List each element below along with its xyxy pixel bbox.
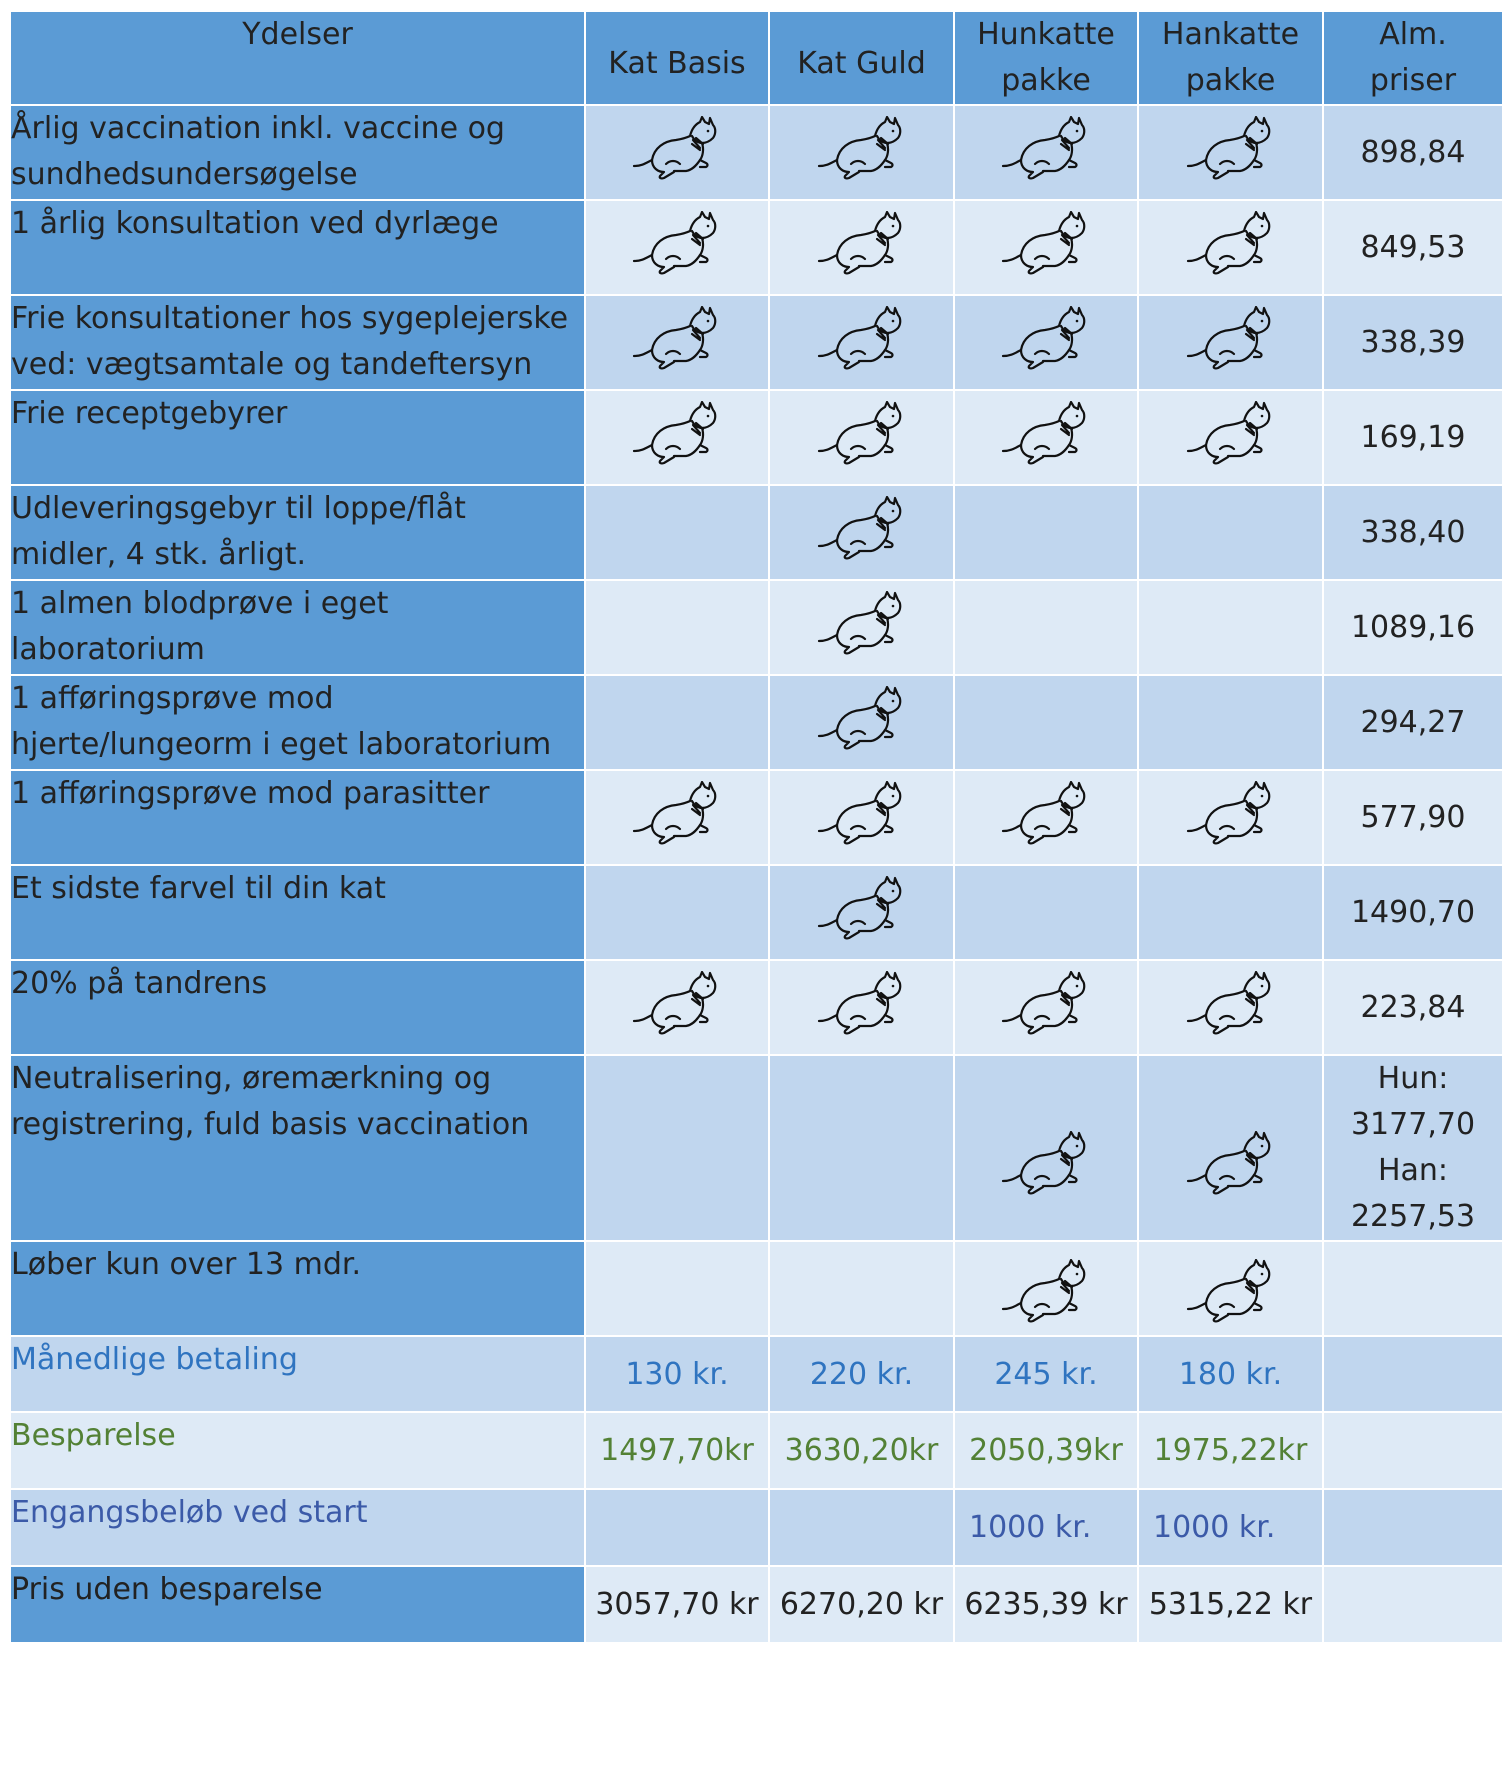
full-price-value: 6270,20 kr — [769, 1566, 954, 1643]
monthly-empty — [1323, 1336, 1503, 1412]
header-service: Ydelser — [10, 11, 585, 105]
cat-icon — [1139, 1259, 1322, 1333]
empty-cell — [585, 580, 769, 675]
oneoff-label: Engangsbeløb ved start — [10, 1489, 585, 1566]
regular-price-line: 2257,53 — [1350, 1199, 1476, 1234]
included-cell — [954, 105, 1138, 200]
included-cell — [769, 200, 954, 295]
service-label-line1: Løber kun over 13 mdr. — [11, 1247, 361, 1282]
header-hunkatte-line2: pakke — [1001, 63, 1091, 98]
oneoff-row — [10, 1489, 1503, 1566]
cat-icon — [586, 116, 768, 190]
empty-cell — [1138, 865, 1323, 960]
monthly-label-text: Månedlige betaling — [11, 1342, 298, 1377]
oneoff-empty — [1323, 1489, 1503, 1566]
empty-cell — [585, 675, 769, 770]
service-row — [10, 1055, 1503, 1241]
service-label — [10, 105, 585, 200]
service-label-line1: Årlig vaccination inkl. vaccine og — [11, 111, 505, 146]
included-cell — [1138, 105, 1323, 200]
cat-icon — [1139, 971, 1322, 1045]
cat-icon — [770, 971, 953, 1045]
regular-price: 898,84 — [1323, 105, 1503, 200]
included-cell — [954, 295, 1138, 390]
header-hunkatte-line1: Hunkatte — [977, 17, 1115, 52]
service-label — [10, 960, 585, 1055]
regular-price-line: Han: — [1377, 1153, 1449, 1188]
monthly-row — [10, 1336, 1503, 1412]
header-hankatte-line1: Hankatte — [1161, 17, 1300, 52]
cat-icon — [586, 211, 768, 285]
cat-icon — [1139, 116, 1322, 190]
included-cell — [954, 770, 1138, 865]
service-label-line1: 1 afføringsprøve mod parasitter — [11, 776, 490, 811]
cat-icon — [586, 401, 768, 475]
full-price-value: 3057,70 kr — [585, 1566, 769, 1643]
service-label-line1: Neutralisering, øremærkning og — [11, 1061, 492, 1096]
header-alm-line1: Alm. — [1379, 17, 1447, 52]
included-cell — [585, 105, 769, 200]
header-alm-line2: priser — [1369, 63, 1457, 98]
regular-price: 1490,70 — [1323, 865, 1503, 960]
savings-empty — [1323, 1412, 1503, 1489]
cat-icon — [955, 211, 1137, 285]
savings-label: Besparelse — [10, 1412, 585, 1489]
cat-icon — [955, 306, 1137, 380]
service-row — [10, 770, 1503, 865]
regular-price — [1323, 1241, 1503, 1336]
savings-value: 1975,22kr — [1138, 1412, 1323, 1489]
included-cell — [1138, 770, 1323, 865]
regular-price: 223,84 — [1323, 960, 1503, 1055]
service-label-line1: Et sidste farvel til din kat — [11, 871, 386, 906]
regular-price: 1089,16 — [1323, 580, 1503, 675]
service-label — [10, 295, 585, 390]
service-label — [10, 390, 585, 485]
full-price-row — [10, 1566, 1503, 1643]
service-label — [10, 1241, 585, 1336]
cat-icon — [770, 116, 953, 190]
empty-cell — [954, 865, 1138, 960]
header-kat-guld: Kat Guld — [769, 11, 954, 105]
regular-price: 577,90 — [1323, 770, 1503, 865]
included-cell — [769, 960, 954, 1055]
included-cell — [585, 200, 769, 295]
savings-value: 1497,70kr — [585, 1412, 769, 1489]
service-row — [10, 675, 1503, 770]
service-rows — [10, 105, 1503, 1336]
included-cell — [769, 770, 954, 865]
service-label — [10, 1055, 585, 1241]
service-label-line2: sundhedsundersøgelse — [11, 157, 358, 192]
savings-value: 3630,20kr — [769, 1412, 954, 1489]
empty-cell — [954, 485, 1138, 580]
included-cell — [769, 105, 954, 200]
service-row — [10, 105, 1503, 200]
header-kat-basis: Kat Basis — [585, 11, 769, 105]
monthly-label — [10, 1336, 585, 1412]
header-hunkatte — [954, 11, 1138, 105]
oneoff-value: 1000 kr. — [954, 1489, 1138, 1566]
service-row — [10, 580, 1503, 675]
oneoff-value: 1000 kr. — [1138, 1489, 1323, 1566]
service-label-line1: 1 almen blodprøve i eget — [11, 586, 389, 621]
service-row — [10, 1241, 1503, 1336]
empty-cell — [769, 1241, 954, 1336]
service-label-line2: laboratorium — [11, 632, 205, 667]
service-label-line1: Udleveringsgebyr til loppe/flåt — [11, 491, 466, 526]
service-row — [10, 865, 1503, 960]
monthly-value: 180 kr. — [1138, 1336, 1323, 1412]
empty-cell — [769, 1055, 954, 1241]
included-cell — [954, 200, 1138, 295]
savings-value: 2050,39kr — [954, 1412, 1138, 1489]
included-cell — [585, 770, 769, 865]
cat-icon — [770, 401, 953, 475]
monthly-value: 220 kr. — [769, 1336, 954, 1412]
service-label-line2: ved: vægtsamtale og tandeftersyn — [11, 347, 533, 382]
included-cell — [1138, 1055, 1323, 1241]
cat-icon — [1139, 401, 1322, 475]
cat-icon — [1139, 211, 1322, 285]
empty-cell — [954, 675, 1138, 770]
cat-icon — [770, 781, 953, 855]
included-cell — [585, 390, 769, 485]
service-label — [10, 865, 585, 960]
full-price-label: Pris uden besparelse — [10, 1566, 585, 1643]
cat-icon — [586, 971, 768, 1045]
included-cell — [769, 390, 954, 485]
cat-icon — [770, 496, 953, 570]
regular-price-line: 3177,70 — [1350, 1107, 1476, 1142]
cat-icon — [955, 116, 1137, 190]
service-label — [10, 675, 585, 770]
service-row — [10, 200, 1503, 295]
oneoff-value — [585, 1489, 769, 1566]
cat-icon — [955, 401, 1137, 475]
empty-cell — [585, 1055, 769, 1241]
service-label — [10, 485, 585, 580]
service-label-line2: hjerte/lungeorm i eget laboratorium — [11, 727, 552, 762]
included-cell — [585, 295, 769, 390]
empty-cell — [1138, 675, 1323, 770]
service-label-line2: registrering, fuld basis vaccination — [11, 1107, 530, 1142]
monthly-value: 130 kr. — [585, 1336, 769, 1412]
cat-icon — [1139, 306, 1322, 380]
price-table — [9, 10, 1504, 1644]
included-cell — [769, 580, 954, 675]
cat-icon — [955, 1259, 1137, 1333]
cat-icon — [770, 876, 953, 950]
service-label — [10, 770, 585, 865]
cat-icon — [955, 971, 1137, 1045]
service-label-line1: Frie receptgebyrer — [11, 396, 288, 431]
regular-price: 338,40 — [1323, 485, 1503, 580]
service-label-line2: midler, 4 stk. årligt. — [11, 537, 306, 572]
included-cell — [769, 675, 954, 770]
service-row — [10, 485, 1503, 580]
header-row — [10, 11, 1503, 105]
included-cell — [769, 295, 954, 390]
service-label-line1: Frie konsultationer hos sygeplejerske — [11, 301, 569, 336]
included-cell — [1138, 1241, 1323, 1336]
included-cell — [1138, 200, 1323, 295]
monthly-value: 245 kr. — [954, 1336, 1138, 1412]
cat-icon — [770, 211, 953, 285]
service-row — [10, 295, 1503, 390]
regular-price-line: Hun: — [1377, 1061, 1449, 1096]
cat-icon — [770, 686, 953, 760]
service-label-line1: 20% på tandrens — [11, 966, 268, 1001]
empty-cell — [585, 1241, 769, 1336]
service-label-line1: 1 afføringsprøve mod — [11, 681, 334, 716]
header-hankatte — [1138, 11, 1323, 105]
included-cell — [1138, 390, 1323, 485]
full-price-empty — [1323, 1566, 1503, 1643]
included-cell — [1138, 960, 1323, 1055]
service-row — [10, 390, 1503, 485]
full-price-value: 5315,22 kr — [1138, 1566, 1323, 1643]
empty-cell — [1138, 485, 1323, 580]
regular-price: 169,19 — [1323, 390, 1503, 485]
cat-icon — [770, 591, 953, 665]
cat-icon — [1139, 1131, 1322, 1205]
included-cell — [954, 390, 1138, 485]
cat-icon — [586, 306, 768, 380]
included-cell — [769, 865, 954, 960]
regular-price: 294,27 — [1323, 675, 1503, 770]
empty-cell — [585, 485, 769, 580]
savings-row — [10, 1412, 1503, 1489]
included-cell — [1138, 295, 1323, 390]
included-cell — [954, 960, 1138, 1055]
cat-icon — [1139, 781, 1322, 855]
cat-icon — [586, 781, 768, 855]
included-cell — [769, 485, 954, 580]
regular-price: 849,53 — [1323, 200, 1503, 295]
included-cell — [585, 960, 769, 1055]
empty-cell — [954, 580, 1138, 675]
service-label — [10, 580, 585, 675]
empty-cell — [585, 865, 769, 960]
header-alm-priser — [1323, 11, 1503, 105]
service-label-line1: 1 årlig konsultation ved dyrlæge — [11, 206, 499, 241]
included-cell — [954, 1055, 1138, 1241]
header-hankatte-line2: pakke — [1185, 63, 1276, 98]
full-price-value: 6235,39 kr — [954, 1566, 1138, 1643]
cat-icon — [955, 781, 1137, 855]
service-label — [10, 200, 585, 295]
regular-price: 338,39 — [1323, 295, 1503, 390]
included-cell — [954, 1241, 1138, 1336]
cat-icon — [955, 1131, 1137, 1205]
oneoff-value — [769, 1489, 954, 1566]
service-row — [10, 960, 1503, 1055]
cat-icon — [770, 306, 953, 380]
empty-cell — [1138, 580, 1323, 675]
regular-price — [1323, 1055, 1503, 1241]
